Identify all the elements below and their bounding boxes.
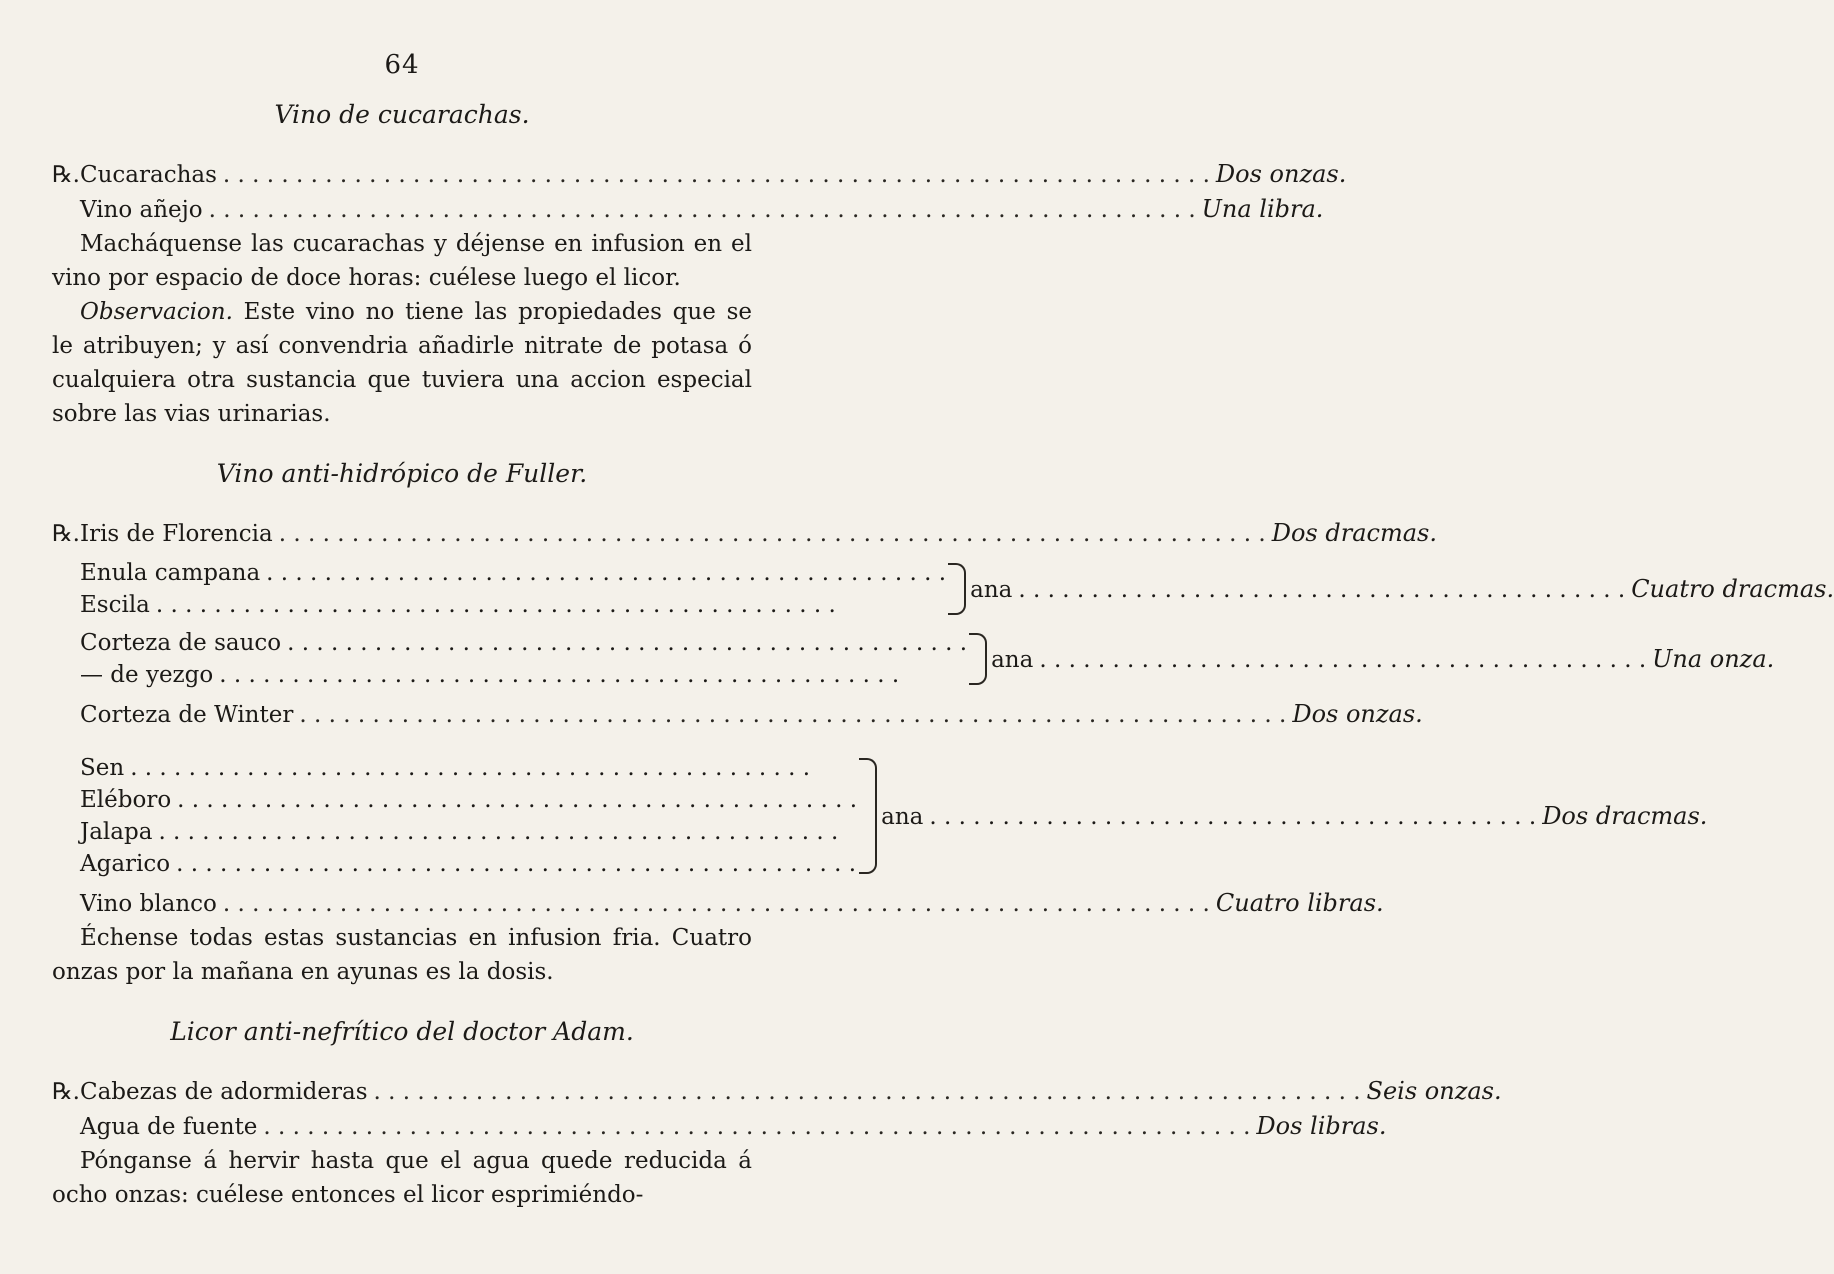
ingredient-qty: Dos dracmas. bbox=[1271, 519, 1437, 547]
ingredient-line bbox=[52, 192, 1324, 227]
ingredient-qty: Dos onzas. bbox=[1292, 700, 1423, 728]
ana-label: ana bbox=[970, 576, 1013, 603]
ingredient-qty: Seis onzas. bbox=[1366, 1077, 1502, 1105]
leader-dots bbox=[223, 887, 1210, 921]
ingredient-line bbox=[52, 697, 1423, 732]
ingredient-qty: Cuatro libras. bbox=[1215, 889, 1384, 917]
brace bbox=[969, 633, 987, 685]
section-title-vino-cucarachas: Vino de cucarachas. bbox=[274, 100, 530, 129]
instructions-text: Macháquense las cucarachas y déjense en infusion en el vino por espacio de doce horas: cuélese luego el licor. bbox=[52, 231, 752, 291]
ingredient-line bbox=[52, 516, 1437, 551]
ingredient-group bbox=[52, 752, 1708, 880]
leader-dots bbox=[223, 158, 1210, 192]
observation-text: Este vino no tiene las propiedades que se le atribuyen; y así convendria añadirle nitrate de potasa ó cualquiera otra sustancia que tuviera una accion especial sobre las vias urinarias. bbox=[52, 299, 752, 427]
instructions-text: Échense todas estas sustancias en infusion fria. Cuatro onzas por la mañana en ayunas es la dosis. bbox=[52, 925, 752, 985]
group-item: — de yezgo . . . bbox=[80, 659, 967, 691]
ingredient-line bbox=[52, 1074, 1502, 1109]
ingredient-name: Vino blanco bbox=[80, 891, 217, 917]
leader-dots bbox=[299, 698, 1286, 732]
brace bbox=[948, 563, 966, 615]
leader-dots bbox=[209, 193, 1196, 227]
ingredient-name: Cucarachas bbox=[80, 162, 217, 188]
instructions-text: Pónganse á hervir hasta que el agua quede reducida á ocho onzas: cuélese entonces el licor esprimiéndo- bbox=[52, 1148, 752, 1208]
ingredient-qty: Una libra. bbox=[1201, 195, 1324, 223]
group-qty: Cuatro dracmas. bbox=[1631, 574, 1834, 603]
ingredient-name: Corteza de Winter bbox=[80, 702, 294, 728]
group-item: Jalapa . . . bbox=[80, 816, 857, 848]
group-qty: Dos dracmas. bbox=[1542, 801, 1708, 830]
leader-dots bbox=[263, 1110, 1250, 1144]
ana-label: ana bbox=[991, 646, 1034, 673]
section-title-vino-anti-hidropico: Vino anti-hidrópico de Fuller. bbox=[216, 459, 588, 488]
instructions-paragraph bbox=[52, 227, 752, 295]
ingredient-qty: Dos onzas. bbox=[1215, 160, 1347, 188]
recipe-symbol: ℞. bbox=[52, 1079, 80, 1105]
leader-dots bbox=[374, 1075, 1361, 1109]
group-item: Corteza de sauco . . . bbox=[80, 627, 967, 659]
ingredient-name: Agua de fuente bbox=[80, 1114, 258, 1140]
group-qty: Una onza. bbox=[1652, 644, 1775, 673]
leader-dots bbox=[279, 517, 1266, 551]
group-item: Agarico . . . bbox=[80, 848, 857, 880]
group-item: Escila . . . bbox=[80, 589, 946, 621]
ingredient-name: Cabezas de adormideras bbox=[80, 1079, 368, 1105]
section-title-licor-anti-nefritico: Licor anti-nefrítico del doctor Adam. bbox=[170, 1017, 634, 1046]
recipe-symbol: ℞. bbox=[52, 521, 80, 547]
instructions-paragraph bbox=[52, 1144, 752, 1212]
instructions-paragraph bbox=[52, 921, 752, 989]
ingredient-group bbox=[52, 557, 1834, 621]
ingredient-qty: Dos libras. bbox=[1256, 1112, 1387, 1140]
group-item: Eléboro . . . bbox=[80, 784, 857, 816]
brace bbox=[859, 758, 877, 874]
group-item: Enula campana . . . bbox=[80, 557, 946, 589]
group-item: Sen . . . bbox=[80, 752, 857, 784]
ingredient-name: Iris de Florencia bbox=[80, 521, 273, 547]
ingredient-name: Vino añejo bbox=[80, 197, 203, 223]
ingredient-line bbox=[52, 157, 1347, 192]
observation-paragraph bbox=[52, 295, 752, 431]
observation-label: Observacion. bbox=[80, 299, 233, 325]
ingredient-group bbox=[52, 627, 1775, 691]
ingredient-line bbox=[52, 886, 1384, 921]
page-number: 64 bbox=[384, 50, 420, 80]
ana-label: ana bbox=[881, 803, 924, 830]
recipe-symbol: ℞. bbox=[52, 162, 80, 188]
ingredient-line bbox=[52, 1109, 1387, 1144]
